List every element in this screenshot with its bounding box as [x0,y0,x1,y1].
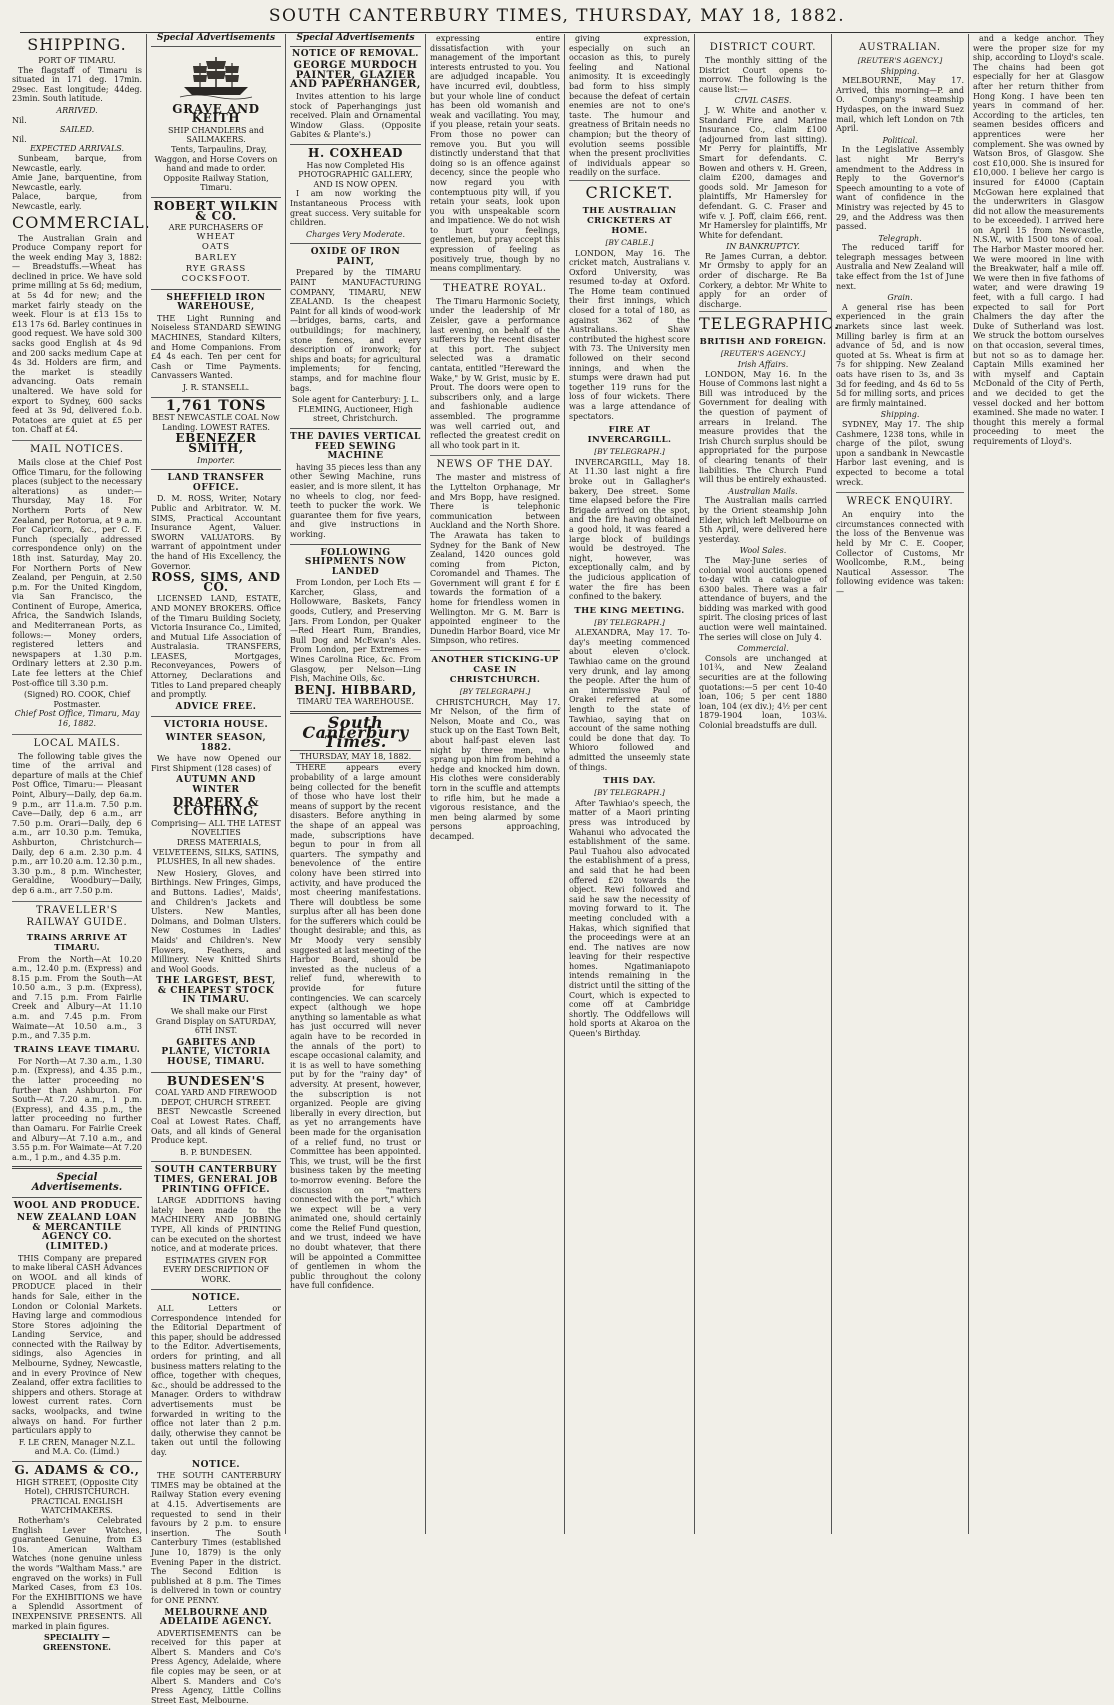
sailed-heading: SAILED. [59,125,95,135]
ship-illustration [176,51,256,101]
sticking-up-body: CHRISTCHURCH, May 17. Mr Nelson, of the firm of Nelson, Moate and Co., was stuck up on the East Town Belt, about half-past eleven last night by three men, who sprang upon him from behind a hedge and knocked him down. His clothes were considerably torn in the scuffle and attempts to rifle him, but he made a vigorous resistance, and the men being alarmed by some persons approaching, decamped. [430,697,560,841]
notice-body: THE SOUTH CANTERBURY TIMES may be obtained at the Railway Station every evening at 4.15. Advertisements are requested to send in their favours by 2 p.m. to ensure insertion. The South Canterbury Times (established June 10, 1879) is the only Evening Paper in the district. The Second Edition is published at 8 p.m. The Times is delivered in town or country for ONE PENNY. [151,1471,281,1605]
shipping-body: SYDNEY, May 17. The ship Cashmere, 1238 tons, while in charge of the pilot, swung upon a sandbank in Newcastle Harbor last evening, and is expected to become a total wreck. [836,419,964,487]
cricket-subheading: THE AUSTRALIAN CRICKETERS AT HOME. [582,205,677,236]
sheffield-body: THE Light Running and Noiseless STANDARD SEWING MACHINES, Standard Kilters, and Home Companions. From £4 4s each. Ten per cent for Cash or Time Payments. Canvassers Wanted. [151,313,281,381]
mail-notices-place: Chief Post Office, Timaru, May 16, 1882. [14,709,140,728]
ebenezer-role: Importer. [197,455,235,465]
adams-body: Rotherham's Celebrated English Lever Watches, guaranteed Genuine, from £3 10s. American Waltham Watches (none genuine unless the words "Waltham Mass." are engraved on the works) in Full Marked Cases, from £3 10s. For the EXHIBITIONS we have a Splendid Assortment of INEXPENSIVE PRESENTS. All marked in plain figures. [12,1515,142,1631]
rule [290,544,421,545]
job-printing-heading: SOUTH CANTERBURY TIMES, GENERAL JOB PRINTING OFFICE. [153,1165,279,1195]
bankruptcy-heading: IN BANKRUPTCY. [726,242,800,252]
trains-leave-heading: TRAINS LEAVE TIMARU. [13,1044,141,1055]
trains-arrive-heading: TRAINS ARRIVE AT TIMARU. [26,932,128,953]
australian-mails-body: The Australian mails carried by the Orient steamship John Elder, which left Melbourne on 5th April, were delivered here yesterday. [699,496,827,544]
cricket-heading: CRICKET. [569,180,690,202]
murdoch-heading: GEORGE MURDOCH PAINTER, GLAZIER AND PAPERHANGER, [290,60,421,91]
shipping-heading: Shipping. [880,410,920,420]
this-day-byline: [BY TELEGRAPH.] [594,788,665,798]
australian-mails-heading: Australian Mails. [728,486,798,496]
political-body: In the Legislative Assembly last night Mr Berry's amendment to the Address in Reply to the Governor's Speech amounting to a vote of want of confidence in the Ministry was rejected by 45 to 29, and the Address was then passed. [836,145,964,232]
grain-heading: Grain. [887,293,913,303]
sheffield-signature: J. R. STANSELL. [182,383,250,393]
tons-heading: 1,761 TONS [165,397,267,414]
wilkin-produce-list [151,233,281,285]
irish-affairs-heading: Irish Affairs. [737,360,789,370]
mail-notices-heading: MAIL NOTICES. [12,440,142,456]
civil-cases-heading: CIVIL CASES. [734,96,792,106]
coxhead-heading: H. COXHEAD [308,145,403,160]
arrived-nil: Nil. [12,115,27,125]
wool-produce-heading: WOOL AND PRODUCE. [13,1200,141,1211]
list-item: COCKSFOOT. [181,274,251,285]
adams-heading: G. ADAMS & CO., [14,1463,140,1477]
wreck-enquiry-heading: WRECK ENQUIRY. [836,492,964,508]
following-shipments-heading: FOLLOWING SHIPMENTS NOW LANDED [304,547,407,577]
reuter-byline: [REUTER'S AGENCY.] [720,349,806,359]
rule [151,469,281,470]
adams-subheading: HIGH STREET, (Opposite City Hotel), CHRISTCHURCH. PRACTICAL ENGLISH WATCHMAKERS. [15,1477,139,1516]
melbourne-agency-body: ADVERTISEMENTS can be received for this paper at Albert S. Manders and Co's Press Agency, Adelaide, where file copies may be seen, or at Albert S. Manders and Co's Press Agency, Little Collins Street East, Melbourne. [151,1628,281,1705]
hibbard-subheading: TIMARU TEA WAREHOUSE. [297,697,414,707]
masthead: SOUTH CANTERBURY TIMES, THURSDAY, MAY 18, 1882. [20,6,1094,33]
commercial-report: The Australian Grain and Produce Company report for the week ending May 3, 1882:— Breadstuffs.—Wheat has declined in price. We have sold prime milling at 5s 6d; medium, at 5s 4d for new; and the market fairly steady on the week. Flour is at £13 15s to £13 17s 6d. Barley continues in good request. We have sold 300 sacks good English at 4s 9d and 200 sacks medium Cape at 4s 3d. Holders are firm, and the market is steadily advancing. Oats remain unaltered. We have sold for export to Sydney, 600 sacks feed at 3s 9d, delivered f.o.b. Potatoes are quiet at £5 per ton. Chaff at £4. [12,233,142,435]
land-transfer-heading: LAND TRANSFER OFFICE. [167,473,265,493]
wilkin-subheading: ARE PURCHASERS OF [168,223,264,233]
local-mails-body: The following table gives the time of the arrival and departure of mails at the Chief Post Office, Timaru:— Pleasant Point, Albury—Daily, dep 6a.m. 9 p.m., arr 11.a.m. 7.50 p.m. Cave—Daily, dep 6 a.m., arr 7.50 p.m. Orari—Daily, dep 6 a.m., arr 10.30 p.m. Temuka, Ashburton, Christchurch—Daily, dep 6 a.m. 2.30 p.m. 4 p.m., arr 10.20 a.m. 12.30 p.m., 3.30 p.m., 8 p.m. Winchester, Geraldine, Woodbury—Daily, dep 6 a.m., arr 7.50 p.m. [12,751,142,895]
list-item: RYE GRASS [185,263,247,274]
trains-leave-body: For North—At 7.30 a.m., 1.30 p.m. (Express), and 4.35 p.m., the latter proceeding no further than Ashburton. For South—At 7.20 a.m., 1 p.m. (Express), and 4.35 p.m., the latter proceeding no further than Oamaru. For Fairlie Creek and Albury—At 7.10 a.m., and 3.55 p.m. For Waimate—At 7.20 a.m., 1 p.m., and 4.35 p.m. [12,1056,142,1162]
nzloan-heading: NEW ZEALAND LOAN & MERCANTILE AGENCY CO. (LIMITED.) [16,1213,138,1252]
column-2 [146,33,285,1705]
column-1 [8,34,151,1652]
special-ads-header: Special Advertisements [290,34,421,47]
commercial-body: Consols are unchanged at 101¾, and New Zealand securities are at the following quotations:—5 per cent 10-40 loan, 106; 5 per cent 1880 loan, 104 (ex div.); 4½ per cent 1879-1904 loan, 103⅛. Colonial breadstuffs are dull. [699,653,827,730]
king-meeting-byline: [BY TELEGRAPH.] [594,617,665,627]
bundesen-body: BEST Newcastle Screened Coal at Lowest Rates. Chaff, Oats, and all kinds of General Produce kept. [151,1107,281,1146]
wreck-enquiry-body: An enquiry into the circumstances connected with the loss of the Benvenue was held by Mr C. E. Cooper, Collector of Customs, Mr Woollcombe, R.M., being Nautical Assessor. The following evidence was taken:— [836,510,964,596]
telegraph-body: The reduced tariff for telegraph messages between Australia and New Zealand will take effect from the 1st of June next. [836,243,964,291]
notice-heading: NOTICE. [191,1459,241,1470]
drapery-list: New Hosiery, Gloves, and Birthings. New Fringes, Gimps, and Buttons. Ladies', Maids', and Children's Jackets and Ulsters. New Mantles, Dolmans, and Dolman Ulsters. New Costumes in Ladies' Maids' and Children's. New Flowers, Feathers, and Millinery. New Knitted Shirts and Wool Goods. [151,868,281,974]
column-6 [694,34,840,1534]
tide-note: The flagstaff of Timaru is situated in 171 deg. 17min. 29sec. East longitude; 44deg. 23min. South latitude. [12,65,142,104]
grave-keith-heading: GRAVE AND KEITH [172,101,260,126]
rule [430,650,560,651]
fire-heading: FIRE AT INVERCARGILL. [587,425,672,446]
notice-body: ALL Letters or Correspondence intended for the Editorial Department of this paper, should be addressed to the Editor. Advertisements, orders for printing, and all business matters relating to the office, together with cheques, &c., should be addressed to the Manager. Orders to withdraw advertisements must be forwarded in writing to the office not later than 2 p.m. daily, otherwise they cannot be taken out until the following day. [151,1304,281,1457]
drapery-subheading: Comprising— ALL THE LATEST NOVELTIES [151,818,281,838]
commercial-heading: Commercial. [737,644,789,654]
arrived-heading: ARRIVED. [56,105,98,115]
column-7 [831,34,968,1534]
civil-cases-body: J. W. White and another v. Standard Fire and Marine Insurance Co., claim £100 (adjourned from last sitting). Mr Perry for plaintiffs, Mr Smart for defendants. C. Bowen and others v. H. Green, claim £200, damages and goods sold. Mr Jameson for plaintiffs, Mr Hamersley for defendant. G. C. Fraser and wife v. J. Poff, claim £66, rent. Mr Hamersley for plaintiffs, Mr White for defendant. [699,105,827,240]
rule [151,716,281,717]
king-meeting-body: ALEXANDRA, May 17. To-day's meeting commenced about eleven o'clock. Tawhiao came on the ground very drunk, and lay among the people. After the hum of an intermissive Paul of Orakei referred at some length to the state of Tawhiao, saying that on account of the same nothing could be done that day. To Whioro followed and admitted the unseemly state of things. [569,628,690,772]
list-item: OATS [201,242,231,253]
oxide-agent: Sole agent for Canterbury: J. L. FLEMING, Auctioneer, High street, Christchurch. [291,395,419,424]
bankruptcy-body: Re James Curran, a debtor. Mr Ormsby to apply for an order of discharge. Re Ba Corkery, a debtor. Mr White to apply for an order of discharge. [699,251,827,309]
rule [151,289,281,290]
coxhead-charges: Charges Very Moderate. [306,229,405,239]
district-court-body: The monthly sitting of the District Court opens to-morrow. The following is the cause list:— [699,56,827,94]
column-8 [968,34,1108,1534]
sheffield-heading: SHEFFIELD IRON WAREHOUSE, [166,292,266,313]
this-day-body: After Tawhiao's speech, the matter of a Maori printing press was introduced by Wahanui who advocated the establishment of the same. Paul Tuahou also advocated the establishment of a press, and said that he had been offered £20 towards the object. Rewi followed and said he saw the necessity of moving forward to it. The meeting concluded with a Hakas, which signified that the proceedings were at an end. The natives are now leaving for their respective homes. Ngatimaniapoto intends remaining in the district until the sitting of the Court, which is expected to come off at Cambridge shortly. The Oddfellows will hold sports at Akaroa on the Queen's Birthday. [569,798,690,1039]
bundesen-subheading: COAL YARD AND FIREWOOD DEPOT, CHURCH STREET. [155,1088,277,1107]
wilkin-heading: ROBERT WILKIN & CO. [153,198,279,223]
paper-nameplate: South Canterbury Times. [302,713,409,752]
rule [12,1166,142,1169]
district-court-heading: DISTRICT COURT. [709,42,817,53]
wool-sales-heading: Wool Sales. [739,546,787,556]
australian-heading: AUSTRALIAN. [859,42,941,53]
rule [151,1072,281,1073]
dress-materials: DRESS MATERIALS, VELVETEENS, SILKS, SATINS, PLUSHES, In all new shades. [152,837,280,867]
victoria-house-heading: VICTORIA HOUSE. [163,720,269,731]
estimates-given: ESTIMATES GIVEN FOR EVERY DESCRIPTION OF WORK. [162,1255,270,1284]
bundesen-heading: BUNDESEN'S [166,1073,266,1088]
irish-affairs-body: LONDON, May 16. In the House of Commons last night a Bill was introduced by the Government for dealing with the question of payment of arrears in Ireland. The measure provides that the Irish Church surplus should be appropriated for the purpose of clearing tenants of their liabilities. The Church Fund will thus be entirely exhausted. [699,369,827,485]
port-heading: PORT OF TIMARU. [38,56,116,65]
column-4 [425,34,564,1534]
theatre-royal-heading: THEATRE ROYAL. [430,279,560,295]
leader-article: THERE appears every probability of a large amount being collected for the benefit of those who have lost their means of support by the recent disasters. Before anything in the shape of an appeal was made, subscriptions have begun to pour in from all quarters. The sympathy and benevolence of the entire colony have been stirred into activity, and have produced the most cheering manifestations. There will doubtless be some surplus after all has been done for the sufferers which could be thought desirable; and this, as Mr Moody very sensibly suggested at last meeting of the Harbor Board, should be invested as the nucleus of a relief fund, wherewith to provide for future contingencies. We can scarcely expect (although we hope anything so lamentable as what has just occurred will never again have to be recorded in the annals of the port) to escape occasional calamity, and it is as well to have something put by for the "rainy day" of adversity. At present, however, the subscription is not organized. People are giving liberally in every direction, but as yet no arrangements have been made for the organisation of a relief fund, no trust or Committee has been appointed. This, we trust, will be the first business taken by the meeting to-morrow evening. Before the discussion on "matters connected with the port," which we expect will be a very animated one, should certainly come the Relief Fund question, and we trust, indeed we have no doubt whatever, that there will be appointed a Committee of gentlemen in whom the public throughout the colony have full confidence. [290,763,421,1291]
local-mails-heading: LOCAL MAILS. [12,734,142,750]
nzloan-signature: F. LE CREN, Manager N.Z.L. and M.A. Co. (Limd.) [18,1437,136,1457]
political-heading: Political. [882,135,918,145]
rule [151,1289,281,1290]
wool-sales-body: The May-June series of colonial wool auctions opened to-day with a catalogue of 6300 bales. There was a fair attendance of buyers, and the bidding was marked with good spirit. The closing prices of last auction were well maintained. The series will close on July 4. [699,555,827,642]
job-printing-body: LARGE ADDITIONS having lately been made to the MACHINERY AND JOBBING TYPE, All kinds of PRINTING can be executed on the shortest notice, and at moderate prices. [151,1196,281,1254]
cricket-body: LONDON, May 16. The cricket match, Australians v. Oxford University, was resumed to-day at Oxford. The Home team continued their first innings, which closed for a total of 180, as against 362 of the Australians. Shaw contributed the highest score with 73. The University men followed on their second innings, and when the stumps were drawn had put together 119 runs for the loss of four wickets. There was a large attendance of spectators. [569,248,690,421]
commercial-heading: COMMERCIAL. [12,212,151,232]
rule [290,428,421,429]
telegraph-heading: Telegraph. [878,233,922,243]
trains-arrive-body: From the North—At 10.20 a.m., 12.40 p.m. (Express) and 8.15 p.m. From the South—At 10.50 a.m., 3 p.m. (Express), and 7.15 p.m. From Fairlie Creek and Albury—At 11.10 a.m. and 7.45 p.m. From Waimate—At 10.50 a.m., 3 p.m., and 7.35 p.m. [12,954,142,1041]
column-5 [564,34,694,1534]
railway-guide-heading: TRAVELLER'S RAILWAY GUIDE. [12,901,142,929]
list-item: WHEAT [196,231,236,242]
grave-keith-body: Tents, Tarpaulins, Dray, Waggon, and Horse Covers on hand and made to order. Opposite Railway Station, Timaru. [154,144,278,193]
sailed-nil: Nil. [12,134,27,144]
mail-notices-signature: (Signed) RO. COOK, Chief Postmaster. [24,690,130,709]
coxhead-subheading: Has now Completed His PHOTOGRAPHIC GALLERY, AND IS NOW OPEN. [298,160,413,189]
removal-notice: NOTICE OF REMOVAL. [291,48,419,59]
special-ads-heading: Special Advertisements. [31,1172,123,1193]
advice-free: ADVICE FREE. [175,701,257,712]
king-meeting-heading: THE KING MEETING. [574,605,685,616]
expected-arrivals: Sunbeam, barque, from Newcastle, early. Amie Jane, barquentine, from Newcastle, early. Palace, barque, from Newcastle, early. [12,153,142,211]
leader-continued: expressing entire dissatisfaction with your management of the important interests entrusted to you. You are adjudged incapable. You have incurred evil, doubtless, but your whole line of conduct has been old womanish and weak and vacillating. You may, if you please, retain your seats. From those no power can remove you. But you will distinctly understand that that doing so is an offence against decency, since the people who now regard you with contemptuous pity will, if you retain your seats, look upon you with unspeakable scorn and impatience. We do not wish to hurt your feelings, gentlemen, but pray accept this expression of feeling as positively true, though by no means complimentary. [430,34,560,274]
largest-stock: THE LARGEST, BEST, & CHEAPEST STOCK IN TIMARU. [156,976,276,1006]
cricket-byline: [BY CABLE.] [605,237,654,247]
sticking-up-heading: ANOTHER STICKING-UP CASE IN CHRISTCHURCH. [431,655,559,686]
oxide-heading: OXIDE OF IRON PAINT, [310,247,401,267]
this-day-heading: THIS DAY. [603,776,656,787]
autumn-winter: AUTUMN AND WINTER [176,775,256,795]
ross-sims-body: LICENSED LAND, ESTATE, AND MONEY BROKERS. Office of the Timaru Building Society, Victoria Insurance Co., Limited, and Mutual Life Association of Australasia. TRANSFERS, LEASES, Mortgages, Reconveyances, Powers of Attorney, Declarations and Titles to Land prepared cheaply and promptly. [151,594,281,700]
issue-date: THURSDAY, MAY 18, 1882. [290,750,421,764]
coxhead-body: I am now working the Instantaneous Process with great success. Very suitable for children. [290,189,421,228]
davies-heading: THE DAVIES VERTICAL FEED SEWING MACHINE [290,431,421,462]
ebenezer-smith: EBENEZER SMITH, [175,431,257,455]
bundesen-signature: B. P. BUNDESEN. [179,1147,253,1157]
grain-body: A general rise has been experienced in the grain markets since last week. Milling barley is firm at an advance of 5d, and is now quoted at 5s. Wheat is firm at 7s for shipping. New Zealand oats have risen to 3s, and 3s 3d for feeding, and 4s 6d to 5s 5d for milling sorts, and prices are firmly maintained. [836,302,964,408]
hibbard-heading: BENJ. HIBBARD, [294,682,417,697]
grave-keith-subheading: SHIP CHANDLERS and SAILMAKERS. [167,125,265,145]
column-3 [285,34,425,1534]
winter-season-heading: WINTER SEASON, 1882. [165,733,267,753]
expected-heading: EXPECTED ARRIVALS. [29,144,125,154]
gabites-plante: GABITES AND PLANTE, VICTORIA HOUSE, TIMARU. [161,1037,271,1068]
mail-notices-body: Mails close at the Chief Post Office Timaru, for the following places (subject to the necessary alterations) as under:— Thursday, May 18. For Northern Ports of New Zealand, per Rotorua, at 9 a.m. For Capricorn, &c., per C. F. Funch (specially addressed correspondence only) on the 18th inst. Saturday, May 20. For Northern Ports of New Zealand, per Penguin, at 2.50 p.m. For the United Kingdom, via San Francisco, the Continent of Europe, America, Africa, the Sandwich Islands, and Mediterranean Ports, as follows:— Money orders, registered letters and newspapers at 1.30 p.m. Ordinary letters at 2.30 p.m. Late fee letters at the Chief Post-office till 3.30 p.m. [12,457,142,688]
rule [290,144,421,145]
notice-heading: NOTICE. [191,1292,241,1303]
davies-body: having 35 pieces less than any other Sewing Machine, runs easier, and is more silent, it has no wheels to clog, nor feed-teeth to pucker the work. We guarantee them for five years, and give instructions in working. [290,462,421,539]
winter-season-body: We have now Opened our First Shipment (128 cases) of [151,754,281,773]
british-foreign-heading: BRITISH AND FOREIGN. [699,337,827,348]
rule [12,1197,142,1198]
australian-byline: [REUTER'S AGENCY.] [857,56,943,65]
news-of-day-heading: NEWS OF THE DAY. [430,455,560,471]
sticking-up-byline: [BY TELEGRAPH.] [459,687,531,697]
fire-byline: [BY TELEGRAPH.] [594,447,665,457]
theatre-royal-body: The Timaru Harmonic Society, under the leadership of Mr Zeisler, gave a performance last evening, on behalf of the sufferers by the recent disaster at this port. The subject selected was a dramatic cantata, entitled "Hereward the Wake," by W. Grist, music by E. Prout. The doors were open to subscribers only, and a large and fashionable audience assembled. The programme was well carried out, and reflected the greatest credit on all who took part in it. [430,296,560,450]
theatre-continued: giving expression, especially on such an occasion as this, to purely feeling and National animosity. It is exceedingly bad form to hiss simply because the defeat of certain enemies are not to one's taste. The humour and greatness of Britain needs no champion; but the theory of evolution seems possible when the present proclivities of individuals appear so readily on the surface. [569,34,690,178]
telegraphic-heading: TELEGRAPHIC. [699,311,827,333]
shipping-heading: Shipping. [880,66,920,76]
following-shipments-body: From London, per Loch Ets — Karcher, Glass, and Hollowware, Baskets, Fancy goods, Cutlery, and Preserving Jars. From London, per Quaker—Red Heart Rum, Brandies, Bull Dog and McEwan's Ales. From London, per Extremes — Wines Carolina Rice, &c. From Glasgow, per Nelson—Ling Fish, Machine Oils, &c. [290,578,421,684]
melbourne-agency-heading: MELBOURNE AND ADELAIDE AGENCY. [160,1607,272,1628]
grand-display: We shall make our First Grand Display on SATURDAY, 6TH INST. [155,1007,277,1036]
fire-body: INVERCARGILL, May 18. At 11.30 last night a fire broke out in Gallagher's bakery, Dee street. Some time elapsed before the Fire Brigade arrived on the spot, and the fire having obtained a good hold, it was feared a large block of buildings would be destroyed. The night, however, was exceptionally calm, and by the judicious application of water the fire has been confined to the bakery. [569,457,690,602]
oxide-body: Prepared by the TIMARU PAINT MANUFACTURING COMPANY, TIMARU, NEW ZEALAND. Is the cheapest Paint for all kinds of wood-work—bridges, barns, carts, and outbuildings; for machinery, stone fences, and every description of ironwork; for ships and boats; for agricultural implements; for fencing, stamps, and for machine flour bags. [290,268,421,393]
rule [151,1161,281,1162]
murdoch-body: Invites attention to his large stock of Paperhangings just received. Plain and Ornamental Window Glass. (Opposite Gabites & Plante's.) [290,91,421,140]
drapery-clothing: DRAPERY & CLOTHING, [172,794,260,819]
shipping-body: MELBOURNE, May 17. Arrived, this morning—P. and O. Company's steamship Hydaspes, on the inward Suez mail, which left London on 7th April. [836,76,964,134]
shipping-heading: SHIPPING. [27,35,127,54]
rule [12,1461,142,1462]
adams-footer: SPECIALITY — GREENSTONE. [43,1632,111,1652]
wreck-evidence: and a kedge anchor. They were the proper size for my ship, according to Lloyd's scale. The chains had been got especially for her at Glasgow after her return thither from Hong Kong. I have been ten years in command of her. According to the articles, ten seamen besides officers and apprentices were her complement. She was owned by Watson Bros, of Glasgow. She cost £10,000. She is insured for £10,000. I believe her cargo is insured for £4000 (Captain McGowan here explained that the underwriters in Glasgow did not allow the measurements to be exceeded). I arrived here on April 15 from Newcastle, N.S.W., with 1500 tons of coal. The Harbor Master moored her. We were moored in line with the Breakwater, half a mile off. We were then in five fathoms of water, and were drawing 19 feet, with a full cargo. I had expected to sail for Port Chalmers the day after the Duke of Sutherland was lost. We struck the bottom ourselves on that occasion, several times, but not so as to damage her. Captain Mills examined her with myself and Captain McDonald of the City of Perth, and we decided to get the vessel docked and her bottom examined. She made no water. I thought this merely a formal proceeding to meet the requirements of Lloyd's. [973,34,1104,446]
tons-subheading: BEST NEWCASTLE COAL Now Landing. LOWEST RATES. [152,413,280,432]
rule [290,243,421,244]
news-of-day-body: The master and mistress of the Lyttelton Orphanage, Mr and Mrs Bopp, have resigned. There is telephonic communication between Auckland and the North Shore. The Arawata has taken to Sydney for the Bank of New Zealand, 1420 ounces gold coming from Picton, Coromandel and Thames. The Government will grant £ for £ towards the formation of a home for friendless women in Wellington. Mr G. M. Barr is appointed engineer to the Dunedin Harbor Board, vice Mr Simpson, who retires. [430,473,560,646]
nzloan-body: THIS Company are prepared to make liberal CASH Advances on WOOL and all kinds of PRODUCE placed in their hands for Sale, either in the London or Colonial Markets. Having large and commodious Store Stores adjoining the Landing Service, and connected with the Railway by sidings, also Agencies in Melbourne, Sydney, Newcastle, and in every Province of New Zealand, offer extra facilities to shippers and others. Storage at lowest current rates. Corn sacks, woolpacks, and twine always on hand. For further particulars apply to [12,1253,142,1436]
ross-sims-heading: ROSS, SIMS, AND CO. [151,570,281,594]
special-ads-header: Special Advertisements [151,34,281,47]
land-transfer-body: D. M. ROSS, Writer, Notary Public and Arbitrator. W. M. SIMS, Practical Accountant Insurance Agent, Valuer. SWORN VALUATORS. By warrant of appointment under the hand of His Excellency, the Governor. [151,494,281,571]
rule [151,197,281,198]
list-item: BARLEY [194,252,238,263]
